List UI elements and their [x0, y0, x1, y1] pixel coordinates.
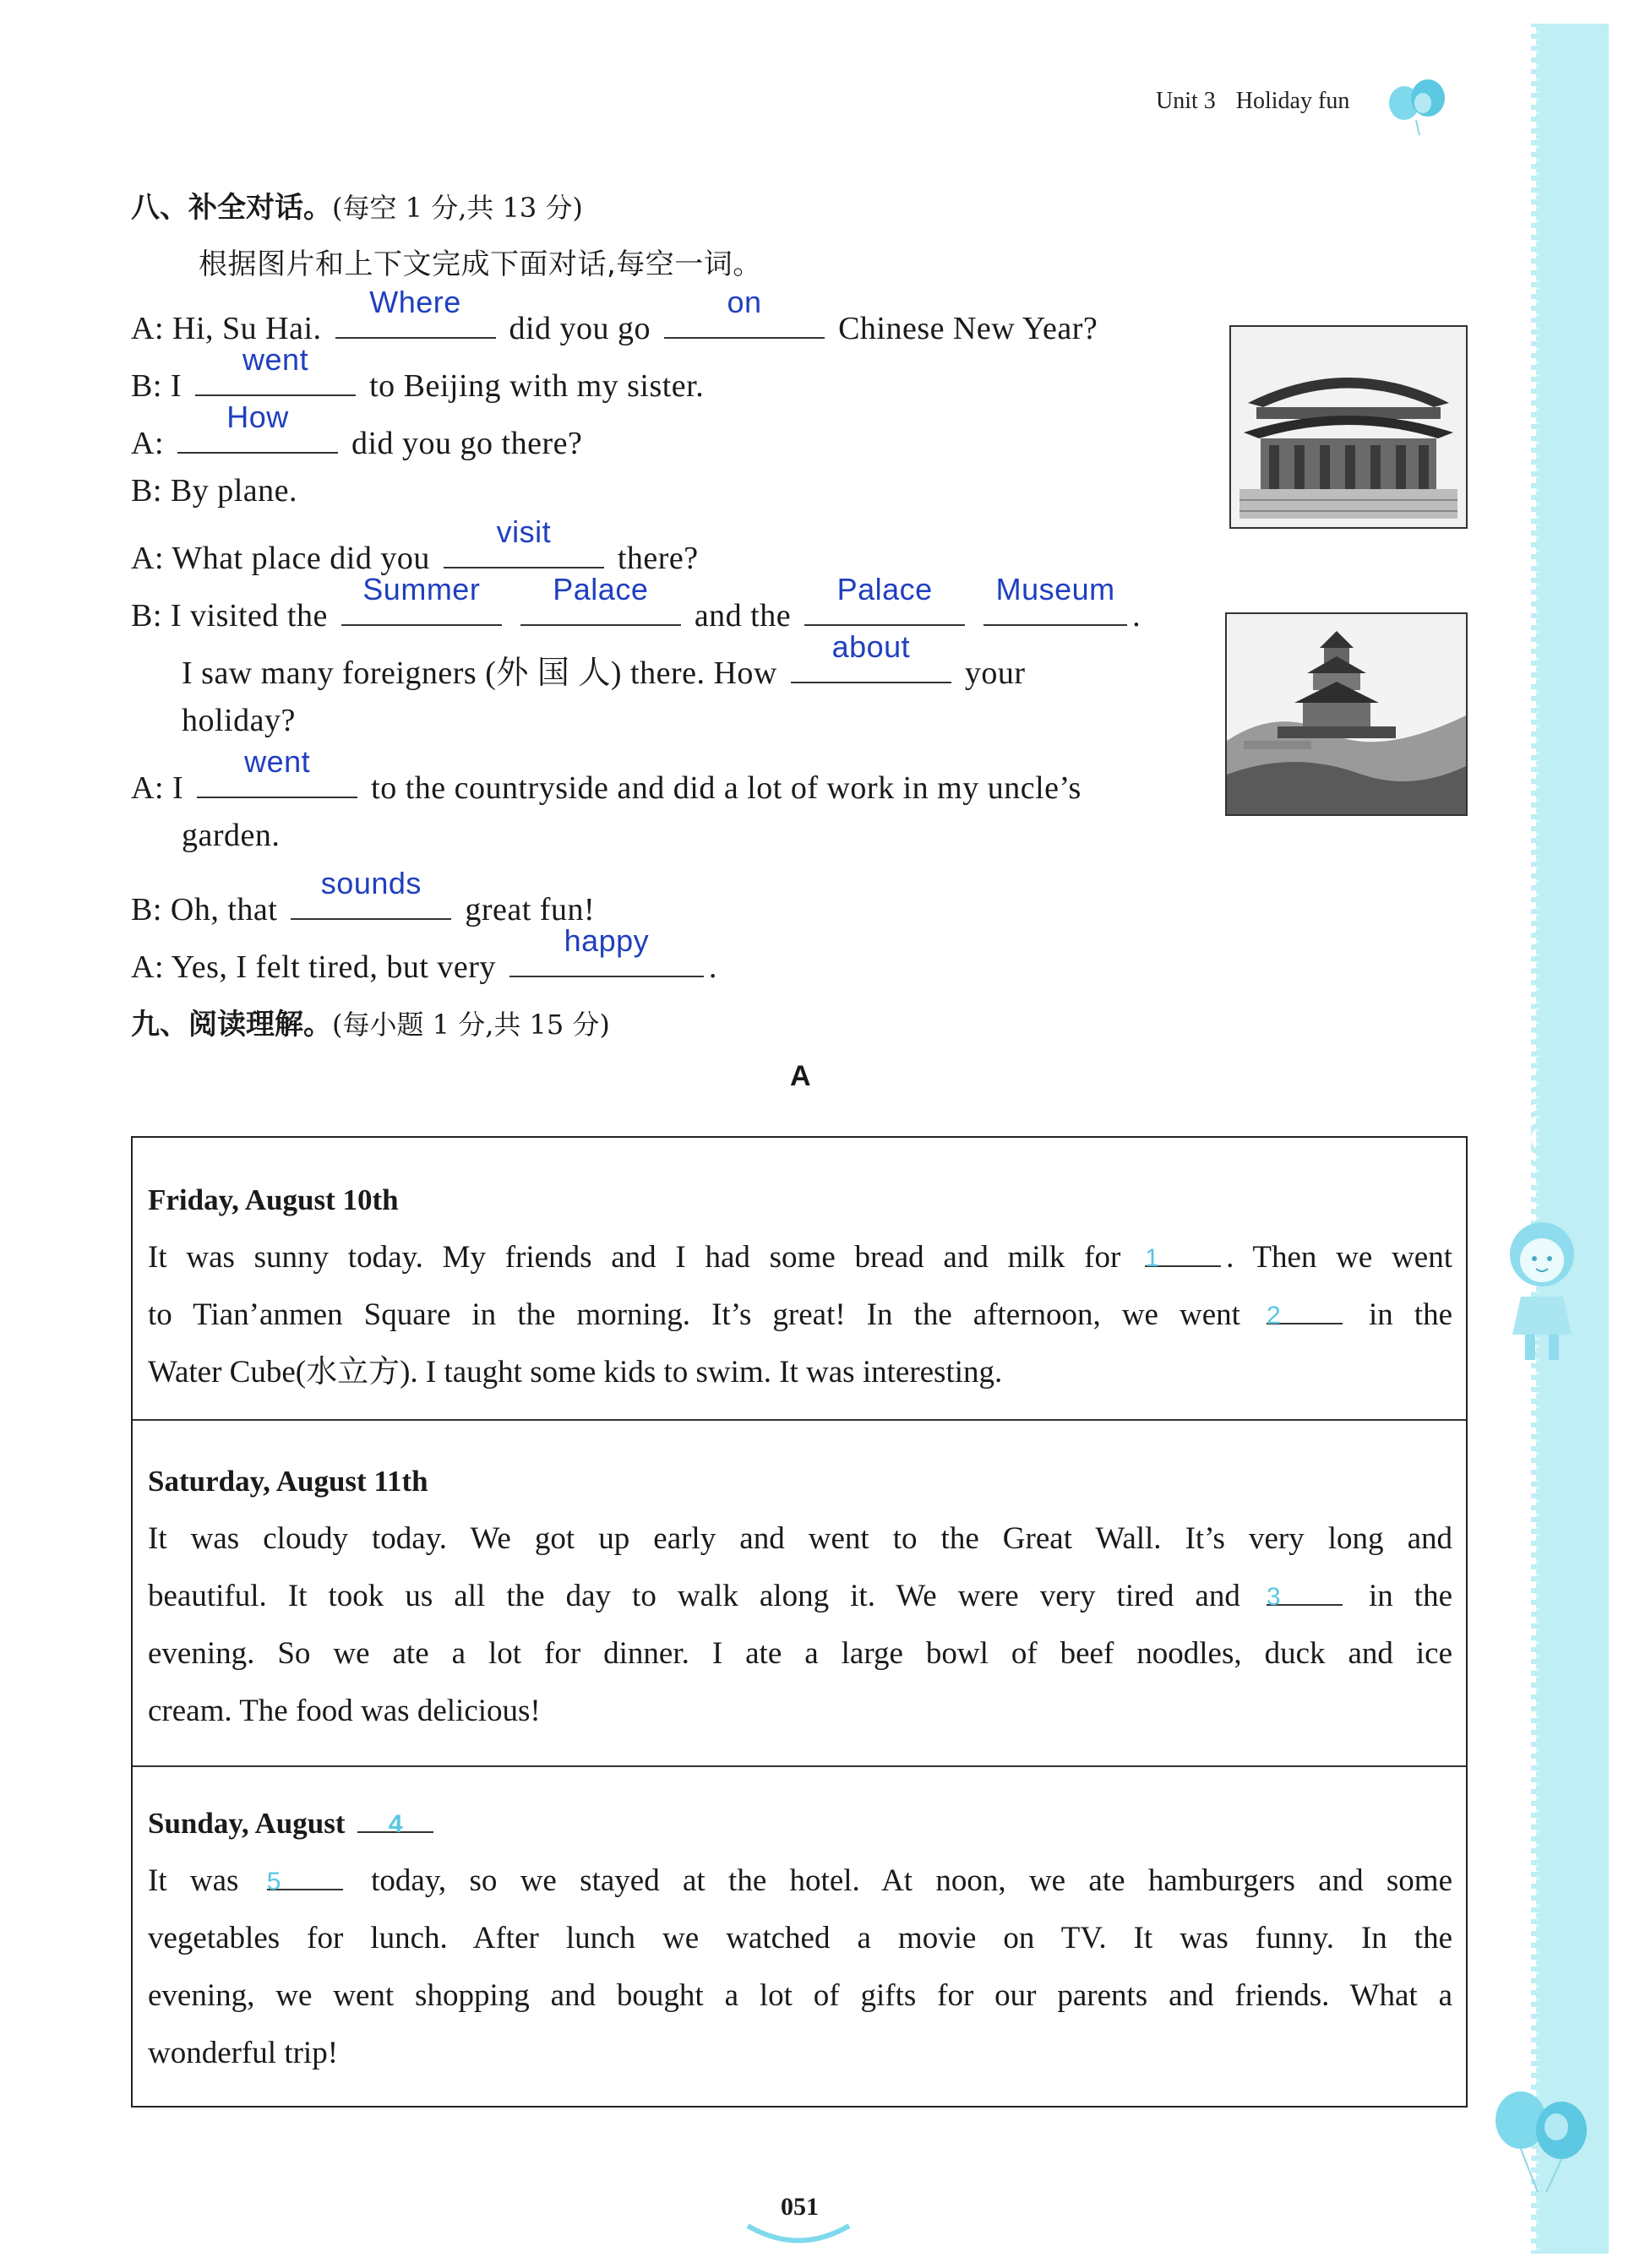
dialog-line-1: A: Hi, Su Hai. Where did you go on Chinese New Year?	[131, 285, 1098, 346]
entry-line: vegetables for lunch. After lunch we watched a movie on TV. It was funny. In the	[148, 1921, 1452, 1955]
answer-blank[interactable]: on	[664, 300, 825, 339]
section8-title: 八、补全对话。(每空 1 分,共 13 分)	[131, 191, 583, 225]
reading-blank-3[interactable]: 3	[1267, 1572, 1343, 1606]
diary-entry-friday	[148, 1172, 1452, 1401]
unit-title: Holiday fun	[1235, 88, 1350, 114]
entry-date: Saturday, August 11th	[148, 1465, 428, 1498]
reading-passage	[131, 1136, 1468, 2108]
answer-blank[interactable]: Palace	[520, 587, 681, 626]
dialog-line-11: B: Oh, that sounds great fun!	[131, 866, 596, 927]
entry-line: beautiful. It took us all the day to walk along it. We were very tired and 3 in the	[148, 1568, 1452, 1625]
answer-blank[interactable]: How	[177, 415, 338, 454]
entry-divider	[133, 1765, 1466, 1767]
answer-blank[interactable]: Where	[335, 300, 496, 339]
unit-label: Unit 3	[1156, 88, 1216, 114]
entry-divider	[133, 1419, 1466, 1421]
answer-blank[interactable]: visit	[444, 530, 604, 568]
dialog-line-4: B: By plane.	[131, 473, 298, 509]
part-a-label: A	[790, 1060, 811, 1092]
page-number: 051	[781, 2193, 819, 2221]
answer-blank[interactable]: Summer	[341, 587, 502, 626]
page-number-swoosh-icon	[744, 2222, 853, 2247]
entry-date: Friday, August 10th	[148, 1183, 399, 1216]
answer-blank[interactable]: went	[197, 759, 357, 798]
dialog-line-2: B: I went to Beijing with my sister.	[131, 342, 705, 404]
reading-blank-1[interactable]: 1	[1145, 1233, 1221, 1267]
entry-line: It was sunny today. My friends and I had some bread and milk for 1 . Then we went	[148, 1229, 1452, 1286]
diary-entry-saturday	[148, 1453, 1452, 1740]
reading-blank-5[interactable]: 5	[267, 1857, 343, 1890]
answer-blank[interactable]: about	[791, 645, 951, 683]
girl-illustration-icon	[1496, 1216, 1588, 1368]
dialog-line-12: A: Yes, I felt tired, but very happy .	[131, 923, 717, 985]
summer-palace-illustration	[1227, 614, 1466, 814]
section8-note: (每空 1 分,共 13 分)	[332, 192, 583, 224]
summer-palace-picture	[1225, 612, 1468, 816]
bottom-balloons-icon	[1487, 2078, 1597, 2196]
dialog-line-5: A: What place did you visit there?	[131, 514, 699, 576]
dialog-line-10: garden.	[182, 818, 281, 853]
entry-line: wonderful trip!	[148, 2036, 339, 2070]
palace-museum-picture	[1229, 325, 1468, 529]
answer-blank[interactable]: Palace	[804, 587, 965, 626]
dialog-line-6: B: I visited the Summer Palace and the Palace Museum .	[131, 572, 1141, 634]
dialog-line-7: I saw many foreigners (外 国 人) there. How about your	[182, 629, 1026, 691]
entry-line: cream. The food was delicious!	[148, 1694, 541, 1728]
section9-note: (每小题 1 分,共 15 分)	[332, 1009, 610, 1041]
dialog-line-8: holiday?	[182, 703, 296, 738]
reading-blank-4[interactable]: 4	[357, 1799, 433, 1833]
entry-line: to Tian’anmen Square in the morning. It’s great! In the afternoon, we went 2 in the	[148, 1286, 1452, 1344]
answer-blank[interactable]: Museum	[983, 587, 1127, 626]
entry-line: evening, we went shopping and bought a lot of gifts for our parents and friends. What a	[148, 1978, 1452, 2013]
answer-blank[interactable]: sounds	[291, 881, 451, 920]
diary-entry-sunday	[148, 1795, 1452, 2082]
entry-line: evening. So we ate a lot for dinner. I ate a large bowl of beef noodles, duck and ice	[148, 1636, 1452, 1671]
entry-date: Sunday, August 4	[148, 1795, 1452, 1852]
section8-instruction: 根据图片和上下文完成下面对话,每空一词。	[199, 247, 762, 281]
dialog-line-9: A: I went to the countryside and did a lot of work in my uncle’s	[131, 744, 1081, 806]
page-header	[1156, 88, 1349, 115]
answer-blank[interactable]: went	[195, 357, 356, 396]
reading-blank-2[interactable]: 2	[1267, 1291, 1343, 1324]
entry-line: Water Cube(水立方). I taught some kids to swim. It was interesting.	[148, 1355, 1003, 1390]
decorative-sidebar	[1536, 24, 1609, 2254]
balloons-icon	[1386, 78, 1453, 137]
section9-title: 九、阅读理解。(每小题 1 分,共 15 分)	[131, 1008, 610, 1042]
answer-blank[interactable]: happy	[509, 938, 704, 977]
entry-line: It was 5 today, so we stayed at the hotel. At noon, we ate hamburgers and some	[148, 1852, 1452, 1910]
entry-line: It was cloudy today. We got up early and went to the Great Wall. It’s very long and	[148, 1521, 1452, 1556]
palace-museum-illustration	[1231, 327, 1466, 527]
dialog-line-3: A: How did you go there?	[131, 400, 583, 461]
